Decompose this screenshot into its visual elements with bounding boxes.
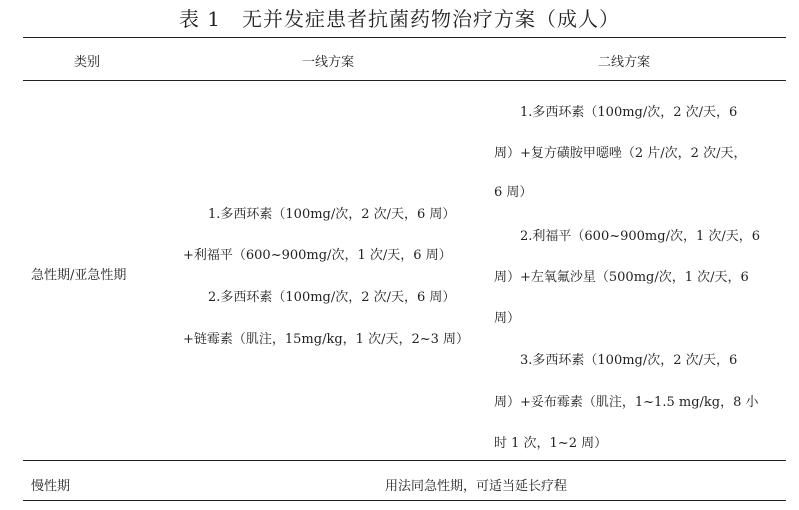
first-line-text-line: 2.多西环素（100mg/次，2 次/天，6 周） (208, 290, 456, 305)
header-rule (23, 80, 786, 81)
second-line-text-line: 周）+左氧氟沙星（500mg/次，1 次/天，6 (494, 270, 749, 285)
second-line-text-line: 周）+复方磺胺甲噁唑（2 片/次，2 次/天， (494, 146, 747, 161)
second-line-text-line: 周）+妥布霉素（肌注，1~1.5 mg/kg，8 小 (494, 395, 759, 410)
second-line-text-line: 1.多西环素（100mg/次，2 次/天，6 (520, 105, 738, 120)
second-line-text-line: 3.多西环素（100mg/次，2 次/天，6 (520, 353, 738, 368)
first-line-text-line: 1.多西环素（100mg/次，2 次/天，6 周） (208, 207, 456, 222)
table-top-rule (23, 37, 786, 38)
header-category: 类别 (74, 55, 101, 70)
table-title: 表 1 无并发症患者抗菌药物治疗方案（成人） (178, 7, 621, 31)
second-line-text-line: 2.利福平（600~900mg/次，1 次/天，6 (520, 229, 761, 244)
category-chronic: 慢性期 (31, 479, 71, 494)
header-first-line: 一线方案 (302, 55, 355, 70)
second-line-text-line: 6 周） (494, 185, 533, 200)
first-line-text-line: +利福平（600~900mg/次，1 次/天，6 周） (183, 248, 452, 263)
chronic-treatment-note: 用法同急性期，可适当延长疗程 (385, 479, 568, 494)
category-acute: 急性期/亚急性期 (31, 268, 127, 283)
header-second-line: 二线方案 (598, 55, 651, 70)
table-bottom-rule (23, 500, 786, 501)
first-line-text-line: +链霉素（肌注，15mg/kg，1 次/天，2~3 周） (183, 332, 470, 347)
row-separator-rule (23, 460, 786, 461)
second-line-text-line: 时 1 次，1~2 周） (494, 436, 608, 451)
second-line-text-line: 周） (494, 311, 521, 326)
